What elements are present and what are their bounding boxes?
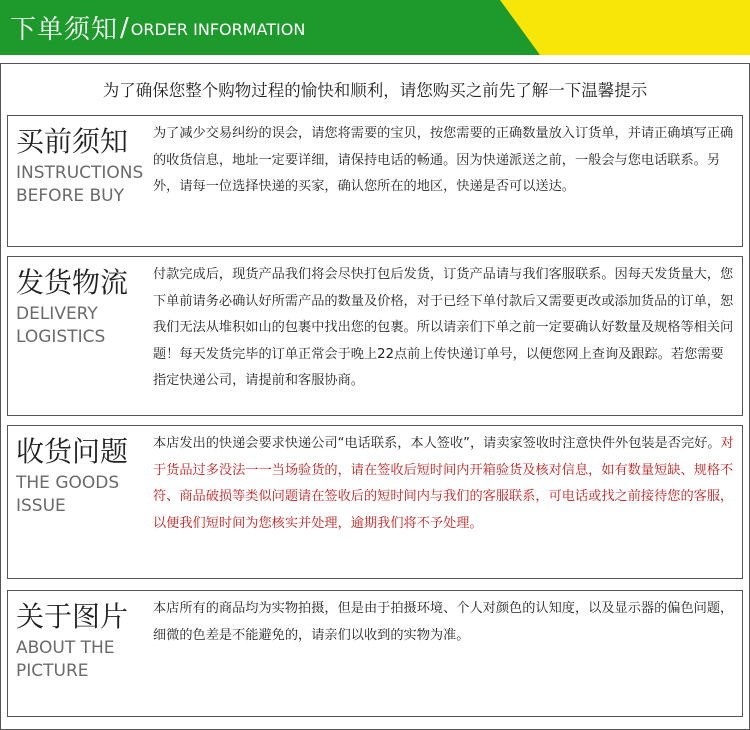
section-before-buy [7,115,743,247]
section-title-en-line: PICTURE [16,661,89,681]
banner-title-en: ORDER INFORMATION [130,20,306,39]
section-body: 本店所有的商品均为实物拍摄，但是由于拍摄环境、个人对颜色的认知度，以及显示器的偏色问题，细微的色差是不能避免的，请亲们以收到的实物为准。 [153,601,734,643]
section-title-en [16,303,151,349]
banner-title [10,0,305,55]
section-title-cn: 买前须知 [16,125,129,158]
section-delivery-logistics [7,256,743,416]
section-title-en-line: INSTRUCTIONS [16,163,144,183]
section-title-en-line: THE GOODS [16,473,120,493]
section-about-picture [7,590,743,717]
banner-title-cn: 下单须知 [10,15,119,45]
section-body-warning: 对于货品过多没法一一当场验货的，请在签收后短时间内开箱验货及核对信息，如有数量短缺、规格不符、商品破损等类似问题请在签收后的短时间内与我们的客服联系，可电话或找之前接待您的客服，以便我们短时间为您核实并处理，逾期我们将不予处理。 [153,436,734,531]
section-title-en-line: BEFORE BUY [16,186,125,206]
section-goods-issue [7,425,743,579]
section-title-en-line: ISSUE [16,496,66,516]
section-body: 付款完成后，现货产品我们将会尽快打包后发货，订货产品请与我们客服联系。因每天发货量大，您下单前请务必确认好所需产品的数量及价格，对于已经下单付款后又需要更改或添加货品的订单，恕我们无法从堆积如山的包裹中找出您的包裹。所以请亲们下单之前一定要确认好数量及规格等相关问题！每天发货完毕的订单正常会于晚上22点前上传快递订单号，以便您网上查询及跟踪。若您需要指定快递公司，请提前和客服协商。 [153,267,734,388]
section-heading [16,599,151,683]
intro-text: 为了确保您整个购物过程的愉快和顺利，请您购买之前先了解一下温馨提示 [102,81,648,100]
section-title-en-line: LOGISTICS [16,327,106,347]
section-heading [16,434,151,518]
section-body [153,431,736,537]
section-title-cn: 收货问题 [16,435,129,468]
section-title-en [16,637,151,683]
section-body: 为了减少交易纠纷的误会，请您将需要的宝贝，按您需要的正确数量放入订货单，并请正确填写正确的收货信息，地址一定要详细，请保持电话的畅通。因为快递派送之前，一般会与您电话联系。另外，请每一位选择快递的买家，确认您所在的地区，快递是否可以送达。 [153,126,734,194]
section-heading [16,265,151,349]
section-title-en-line: ABOUT THE [16,638,115,658]
header-banner [0,0,750,55]
section-heading [16,124,151,208]
banner-separator: / [120,12,129,43]
section-title-en-line: DELIVERY [16,304,98,324]
section-title-en [16,472,151,518]
section-body-normal: 本店发出的快递会要求快递公司“电话联系，本人签收”，请卖家签收时注意快件外包装是否完好。 [153,436,721,451]
section-title-en [16,162,151,208]
section-title-cn: 发货物流 [16,266,129,299]
section-title-cn: 关于图片 [16,600,129,633]
